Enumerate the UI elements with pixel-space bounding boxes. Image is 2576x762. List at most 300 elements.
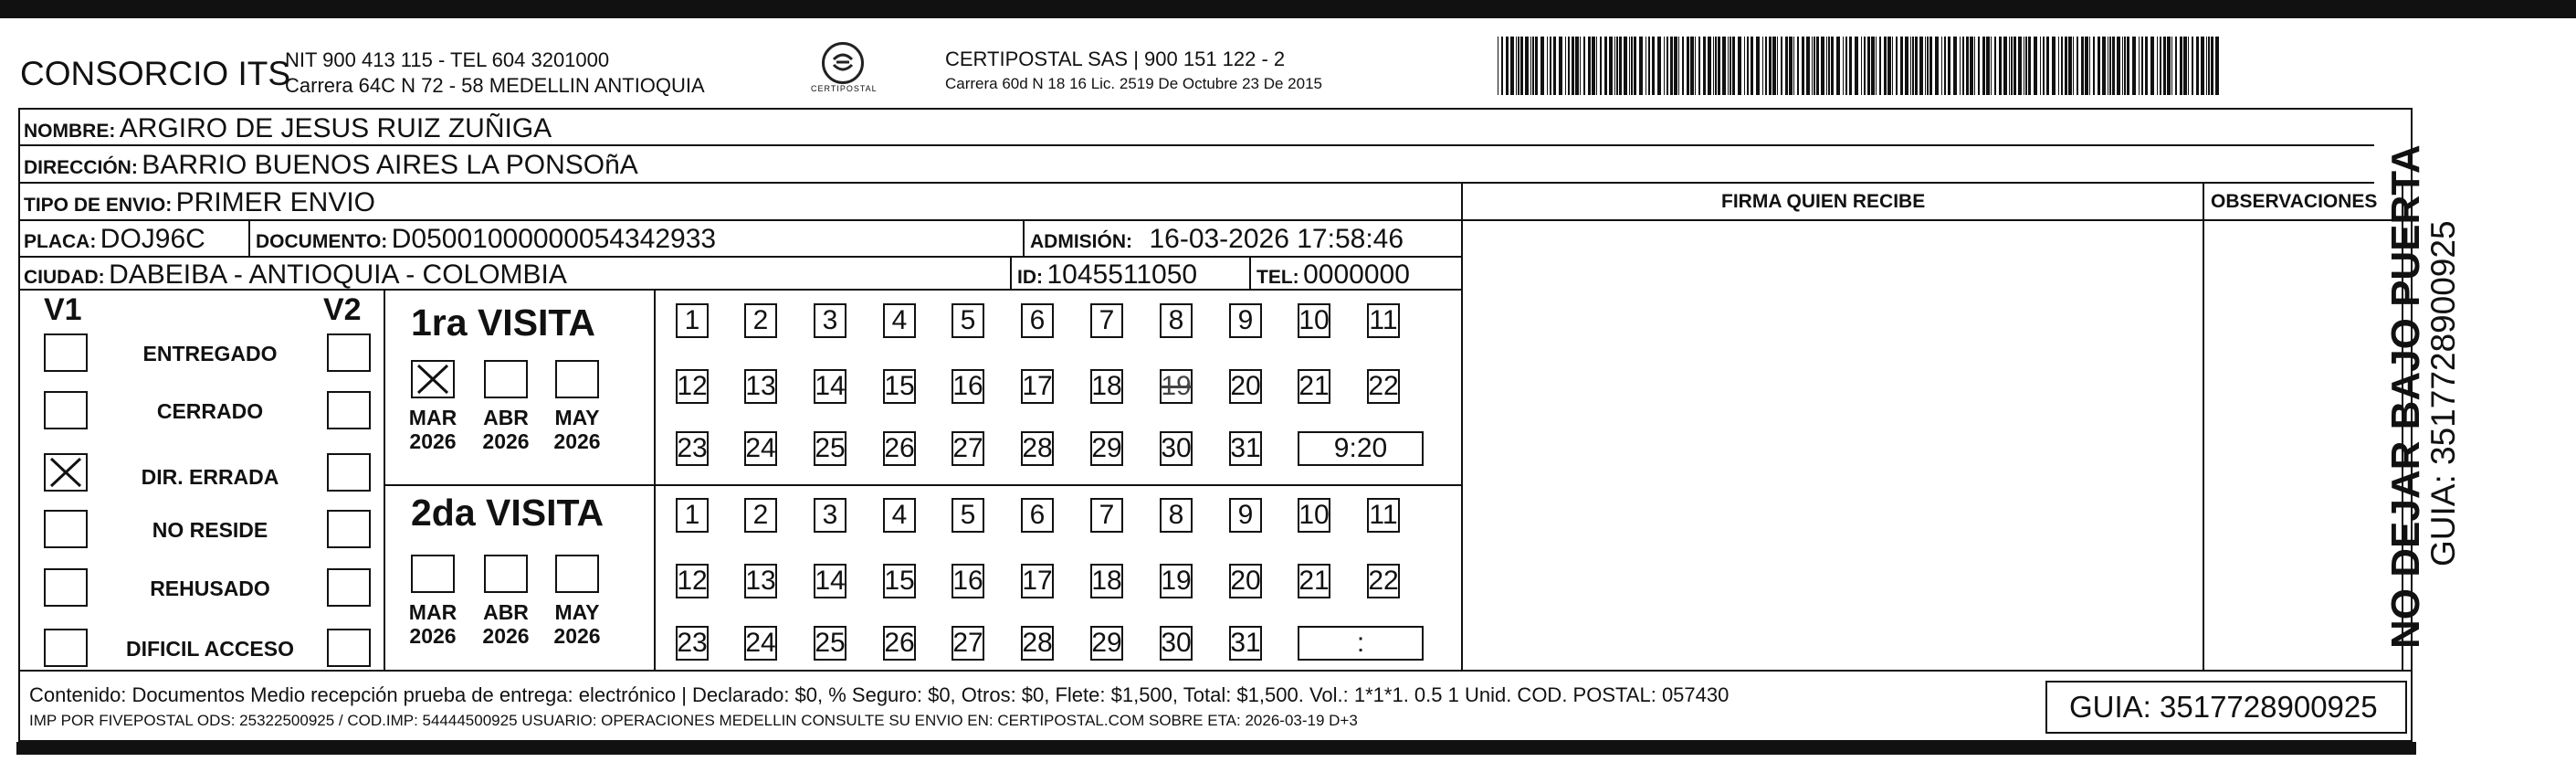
carrier-name: CERTIPOSTAL SAS | 900 151 122 - 2: [945, 48, 1286, 70]
barcode-bar: [2028, 37, 2031, 95]
v1-checkbox[interactable]: [44, 629, 88, 667]
barcode-bar: [2175, 37, 2177, 95]
id-value: 1045511050: [1046, 259, 1198, 290]
barcode-bar: [2013, 37, 2016, 95]
barcode-bar: [1568, 37, 1570, 95]
barcode-bar: [1849, 37, 1852, 95]
visit2-day-box[interactable]: 19: [1160, 564, 1193, 598]
barcode-bar: [2025, 37, 2027, 95]
barcode-bar: [1896, 37, 1898, 95]
barcode-bar: [2043, 37, 2045, 95]
visit1-month-checkbox[interactable]: [555, 360, 599, 398]
barcode-bar: [1915, 37, 1918, 95]
barcode-bar: [1978, 37, 1980, 95]
visit2-month-label: [477, 600, 535, 648]
barcode-bar: [1713, 37, 1714, 95]
barcode-bar: [1797, 37, 1799, 95]
column-divider: [248, 220, 250, 257]
nombre-label: NOMBRE:: [24, 121, 116, 142]
barcode-bar: [2052, 37, 2056, 95]
firma-header: FIRMA QUIEN RECIBE: [1721, 191, 1926, 212]
v2-checkbox[interactable]: [327, 510, 371, 548]
month-year: 2026: [409, 429, 457, 453]
v1-checkbox[interactable]: [44, 391, 88, 429]
barcode-bar: [2061, 37, 2063, 95]
visit2-day-box[interactable]: 23: [676, 626, 709, 661]
visit2-day-box[interactable]: 2: [744, 498, 777, 533]
barcode-bar: [1986, 37, 1990, 95]
admision-row: [1030, 224, 1404, 255]
visit2-day-box[interactable]: 16: [952, 564, 984, 598]
barcode-bar: [1730, 37, 1731, 95]
visit2-day-box[interactable]: 20: [1229, 564, 1262, 598]
visit2-day-box[interactable]: 10: [1298, 498, 1330, 533]
v2-checkbox[interactable]: [327, 453, 371, 492]
visit1-day-box[interactable]: 24: [744, 431, 777, 466]
barcode-bar: [1624, 37, 1627, 95]
barcode-bar: [2003, 37, 2007, 95]
barcode-bar: [1695, 37, 1696, 95]
visit2-day-box[interactable]: 31: [1229, 626, 1262, 661]
barcode-bar: [1575, 37, 1579, 95]
barcode-bar: [1687, 37, 1689, 95]
barcode-bar: [2157, 37, 2158, 95]
v2-checkbox[interactable]: [327, 568, 371, 607]
barcode-bar: [1994, 37, 1996, 95]
visit2-day-box[interactable]: 12: [676, 564, 709, 598]
v2-checkbox[interactable]: [327, 391, 371, 429]
barcode-bar: [1991, 37, 1992, 95]
visit2-day-box[interactable]: 18: [1090, 564, 1123, 598]
visit2-month-checkbox[interactable]: [411, 555, 455, 593]
month-name: ABR: [483, 406, 529, 429]
barcode-bar: [2046, 37, 2049, 95]
side-guia: GUIA: 3517728900925: [2424, 220, 2462, 566]
barcode-bar: [2081, 37, 2084, 95]
ciudad-label: CIUDAD:: [24, 267, 105, 288]
barcode-bar: [1698, 37, 1700, 95]
barcode-bar: [1855, 37, 1858, 95]
barcode-bar: [1812, 37, 1813, 95]
barcode-bar: [1816, 37, 1819, 95]
barcode-bar: [1667, 37, 1668, 95]
barcode-bar: [2112, 37, 2115, 95]
tipo-envio-label: TIPO DE ENVIO:: [24, 195, 173, 216]
barcode-bar: [2150, 37, 2154, 95]
barcode-bar: [1982, 37, 1985, 95]
month-year: 2026: [482, 429, 530, 453]
visit1-day-box[interactable]: 13: [744, 369, 777, 404]
barcode-bar: [1715, 37, 1717, 95]
barcode-bar: [1547, 37, 1548, 95]
barcode-bar: [2183, 37, 2187, 95]
visit2-time-box[interactable]: :: [1298, 626, 1424, 661]
barcode-bar: [1535, 37, 1538, 95]
month-year: 2026: [409, 624, 457, 648]
visit1-day-box[interactable]: 2: [744, 303, 777, 338]
visit1-day-box[interactable]: 28: [1021, 431, 1054, 466]
row-divider: [18, 182, 2374, 184]
visit1-day-box[interactable]: 16: [952, 369, 984, 404]
barcode-bar: [1876, 37, 1877, 95]
visit2-day-box[interactable]: 17: [1021, 564, 1054, 598]
visit1-month-checkbox[interactable]: [411, 360, 455, 398]
documento-row: [256, 224, 716, 255]
visit2-day-box[interactable]: 22: [1367, 564, 1400, 598]
barcode-bar: [1867, 37, 1870, 95]
barcode-bar: [2068, 37, 2072, 95]
barcode-bar: [1845, 37, 1847, 95]
visit1-day-box[interactable]: 8: [1160, 303, 1193, 338]
barcode-bar: [2065, 37, 2067, 95]
visit2-month-checkbox[interactable]: [484, 555, 528, 593]
visit1-time-box[interactable]: 9:20: [1298, 431, 1424, 466]
barcode-bar: [1970, 37, 1973, 95]
barcode-bar: [2171, 37, 2172, 95]
form-frame: [18, 108, 2413, 742]
barcode-bar: [1785, 37, 1788, 95]
barcode-bar: [1596, 37, 1597, 95]
barcode-bar: [1645, 37, 1646, 95]
visit2-day-box[interactable]: 28: [1021, 626, 1054, 661]
barcode-bar: [1887, 37, 1891, 95]
barcode-bar: [1806, 37, 1810, 95]
barcode-bar: [1974, 37, 1975, 95]
bottom-border-band: [16, 742, 2416, 755]
barcode-bar: [2132, 37, 2136, 95]
barcode-bar: [2160, 37, 2161, 95]
visit1-day-box[interactable]: 1: [676, 303, 709, 338]
barcode-bar: [1657, 37, 1661, 95]
barcode-bar: [1953, 37, 1957, 95]
visit2-day-box[interactable]: 4: [883, 498, 916, 533]
visit2-day-box[interactable]: 13: [744, 564, 777, 598]
visit2-day-box[interactable]: 26: [883, 626, 916, 661]
visit1-day-box[interactable]: 31: [1229, 431, 1262, 466]
barcode-bar: [2127, 37, 2129, 95]
column-divider: [1461, 183, 1463, 671]
barcode-bar: [1871, 37, 1875, 95]
barcode-bar: [2188, 37, 2189, 95]
barcode-bar: [1765, 37, 1767, 95]
visit1-day-box[interactable]: 12: [676, 369, 709, 404]
barcode-bar: [1821, 37, 1824, 95]
v2-checkbox[interactable]: [327, 629, 371, 667]
visit1-day-box[interactable]: 5: [952, 303, 984, 338]
certipostal-logo-icon: [822, 42, 864, 84]
barcode-bar: [2058, 37, 2059, 95]
direccion-label: DIRECCIÓN:: [24, 157, 138, 178]
placa-row: [24, 224, 205, 255]
visit2-day-box[interactable]: 14: [814, 564, 846, 598]
month-name: ABR: [483, 600, 529, 624]
visit1-day-box[interactable]: 7: [1090, 303, 1123, 338]
footer-print-info: IMP POR FIVEPOSTAL ODS: 25322500925 / COD.IMP: 54444500925 USUARIO: OPERACIONES MEDELLIN CONSULTE SU ENVIO EN: CERTIPOSTAL.COM SOBRE ETA: 2026-03-19 D+3: [29, 712, 1358, 729]
tel-value: 0000000: [1303, 259, 1410, 290]
barcode-bar: [1629, 37, 1630, 95]
barcode-bar: [2180, 37, 2182, 95]
barcode-icon: [1498, 37, 2228, 95]
column-divider: [1023, 220, 1025, 257]
barcode-bar: [2139, 37, 2140, 95]
barcode-bar: [2215, 37, 2219, 95]
barcode-bar: [2201, 37, 2204, 95]
visit2-day-box[interactable]: 5: [952, 498, 984, 533]
status-option-label: ENTREGADO: [142, 342, 278, 365]
visit1-day-box[interactable]: 27: [952, 431, 984, 466]
visit1-day-box[interactable]: 6: [1021, 303, 1054, 338]
barcode-bar: [2122, 37, 2123, 95]
visit1-day-box[interactable]: 17: [1021, 369, 1054, 404]
footer-guia: GUIA: 3517728900925: [2069, 690, 2378, 724]
visit2-day-box[interactable]: 29: [1090, 626, 1123, 661]
nombre-row: [24, 113, 552, 144]
top-border-band: [0, 0, 2576, 18]
visit1-day-box[interactable]: 30: [1160, 431, 1193, 466]
company-address: Carrera 64C N 72 - 58 MEDELLIN ANTIOQUIA: [285, 74, 705, 97]
ciudad-row: [24, 259, 567, 291]
tipo-envio-value: PRIMER ENVIO: [175, 187, 376, 217]
barcode-bar: [1884, 37, 1887, 95]
row-divider: [18, 144, 2374, 146]
barcode-bar: [1935, 37, 1939, 95]
barcode-bar: [1525, 37, 1529, 95]
month-name: MAY: [554, 406, 600, 429]
visit2-day-box[interactable]: 8: [1160, 498, 1193, 533]
barcode-bar: [1604, 37, 1607, 95]
barcode-bar: [1553, 37, 1556, 95]
barcode-bar: [2167, 37, 2171, 95]
barcode-bar: [2109, 37, 2111, 95]
barcode-bar: [1999, 37, 2002, 95]
visit2-month-label: [404, 600, 462, 648]
placa-value: DOJ96C: [100, 224, 205, 254]
barcode-bar: [2077, 37, 2078, 95]
barcode-bar: [1772, 37, 1776, 95]
visit1-day-box[interactable]: 19: [1160, 369, 1193, 404]
visit2-day-box[interactable]: 7: [1090, 498, 1123, 533]
barcode-bar: [1674, 37, 1677, 95]
barcode-bar: [1652, 37, 1655, 95]
status-option-label: CERRADO: [156, 399, 264, 423]
visit2-day-box[interactable]: 27: [952, 626, 984, 661]
barcode-bar: [1960, 37, 1961, 95]
month-year: 2026: [482, 624, 530, 648]
barcode-bar: [1520, 37, 1523, 95]
barcode-bar: [1682, 37, 1684, 95]
visit1-day-box[interactable]: 10: [1298, 303, 1330, 338]
visit2-day-box[interactable]: 9: [1229, 498, 1262, 533]
visit1-day-box[interactable]: 23: [676, 431, 709, 466]
barcode-bar: [1572, 37, 1574, 95]
v1-checkbox[interactable]: [44, 453, 88, 492]
column-divider: [384, 290, 385, 670]
barcode-bar: [1831, 37, 1834, 95]
barcode-bar: [1634, 37, 1636, 95]
barcode-bar: [1769, 37, 1772, 95]
barcode-bar: [1728, 37, 1729, 95]
direccion-row: [24, 150, 638, 181]
footer-content: Contenido: Documentos Medio recepción prueba de entrega: electrónico | Declarado: $0, % Seguro: $0, Otros: $0, Flete: $1,500, Total: $1,500. Vol.: 1*1*1. 0.5 1 Unid. COD. POSTAL: 057430: [29, 683, 1730, 706]
visit1-day-box[interactable]: 9: [1229, 303, 1262, 338]
barcode-bar: [1592, 37, 1595, 95]
barcode-bar: [1864, 37, 1866, 95]
barcode-bar: [1506, 37, 1509, 95]
admision-label: ADMISIÓN:: [1030, 231, 1132, 252]
barcode-bar: [1843, 37, 1844, 95]
visit1-day-box[interactable]: 21: [1298, 369, 1330, 404]
barcode-bar: [1600, 37, 1602, 95]
visit2-month-checkbox[interactable]: [555, 555, 599, 593]
barcode-bar: [1708, 37, 1711, 95]
barcode-bar: [1751, 37, 1753, 95]
company-name: CONSORCIO ITS: [20, 55, 291, 92]
barcode-bar: [1836, 37, 1840, 95]
ciudad-value: DABEIBA - ANTIOQUIA - COLOMBIA: [109, 259, 567, 290]
barcode-bar: [1678, 37, 1679, 95]
visit1-day-box[interactable]: 26: [883, 431, 916, 466]
visit2-day-box[interactable]: 24: [744, 626, 777, 661]
barcode-bar: [2018, 37, 2022, 95]
visit1-month-label: [477, 406, 535, 453]
barcode-bar: [1861, 37, 1862, 95]
month-name: MAY: [554, 600, 600, 624]
barcode-bar: [2040, 37, 2041, 95]
barcode-bar: [2102, 37, 2106, 95]
column-divider: [2203, 183, 2204, 671]
barcode-bar: [1664, 37, 1665, 95]
v2-checkbox[interactable]: [327, 333, 371, 372]
visit1-day-box[interactable]: 18: [1090, 369, 1123, 404]
barcode-bar: [2124, 37, 2126, 95]
barcode-bar: [1900, 37, 1903, 95]
v1-checkbox[interactable]: [44, 510, 88, 548]
barcode-bar: [2141, 37, 2143, 95]
visit1-day-box[interactable]: 22: [1367, 369, 1400, 404]
barcode-bar: [2034, 37, 2037, 95]
barcode-bar: [1559, 37, 1562, 95]
v1-checkbox[interactable]: [44, 568, 88, 607]
barcode-bar: [1532, 37, 1534, 95]
barcode-bar: [1580, 37, 1581, 95]
visit2-day-box[interactable]: 3: [814, 498, 846, 533]
barcode-bar: [1588, 37, 1591, 95]
column-divider: [1249, 257, 1251, 290]
visit1-day-box[interactable]: 11: [1367, 303, 1400, 338]
barcode-bar: [2073, 37, 2074, 95]
visit1-day-box[interactable]: 14: [814, 369, 846, 404]
barcode-bar: [1781, 37, 1782, 95]
barcode-bar: [1905, 37, 1908, 95]
barcode-bar: [1948, 37, 1950, 95]
barcode-bar: [2089, 37, 2090, 95]
barcode-bar: [1919, 37, 1923, 95]
visit2-day-box[interactable]: 21: [1298, 564, 1330, 598]
barcode-bar: [1639, 37, 1643, 95]
visit-divider: [384, 484, 1463, 486]
documento-value: D05001000000054342933: [391, 224, 717, 254]
direccion-value: BARRIO BUENOS AIRES LA PONSOñA: [142, 150, 638, 180]
barcode-bar: [2208, 37, 2210, 95]
barcode-bar: [1565, 37, 1566, 95]
visit1-day-box[interactable]: 3: [814, 303, 846, 338]
barcode-bar: [2009, 37, 2010, 95]
barcode-bar: [1941, 37, 1942, 95]
tel-label: TEL:: [1256, 267, 1299, 288]
status-option-label: DIR. ERRADA: [141, 465, 279, 489]
barcode-bar: [1962, 37, 1964, 95]
barcode-bar: [1540, 37, 1544, 95]
status-option-label: DIFICIL ACCESO: [125, 637, 294, 661]
barcode-bar: [1910, 37, 1911, 95]
visit1-title: 1ra VISITA: [411, 302, 596, 344]
barcode-bar: [1631, 37, 1633, 95]
barcode-bar: [1619, 37, 1622, 95]
observaciones-header: OBSERVACIONES: [2211, 191, 2378, 212]
visit2-title: 2da VISITA: [411, 492, 605, 534]
barcode-bar: [1828, 37, 1830, 95]
barcode-bar: [1583, 37, 1585, 95]
barcode-bar: [1518, 37, 1519, 95]
visit1-month-checkbox[interactable]: [484, 360, 528, 398]
v1-checkbox[interactable]: [44, 333, 88, 372]
id-row: [1017, 259, 1197, 291]
barcode-bar: [1732, 37, 1735, 95]
visit1-day-box[interactable]: 20: [1229, 369, 1262, 404]
id-label: ID:: [1017, 267, 1043, 288]
company-nit: NIT 900 413 115 - TEL 604 3201000: [285, 48, 610, 71]
barcode-bar: [2093, 37, 2095, 95]
barcode-bar: [1722, 37, 1726, 95]
barcode-bar: [1892, 37, 1893, 95]
barcode-bar: [1789, 37, 1793, 95]
barcode-bar: [1944, 37, 1946, 95]
placa-label: PLACA:: [24, 231, 97, 252]
barcode-bar: [1648, 37, 1650, 95]
visit1-day-box[interactable]: 15: [883, 369, 916, 404]
visit1-day-box[interactable]: 4: [883, 303, 916, 338]
visit2-day-box[interactable]: 11: [1367, 498, 1400, 533]
month-name: MAR: [408, 406, 457, 429]
month-year: 2026: [553, 429, 601, 453]
visit1-day-box[interactable]: 25: [814, 431, 846, 466]
visit1-day-box[interactable]: 29: [1090, 431, 1123, 466]
barcode-bar: [1762, 37, 1763, 95]
barcode-bar: [1516, 37, 1517, 95]
documento-label: DOCUMENTO:: [256, 231, 388, 252]
barcode-bar: [1912, 37, 1914, 95]
side-warning: NO DEJAR BAJO PUERTA: [2383, 144, 2428, 649]
visit1-month-label: [548, 406, 606, 453]
tipo-envio-row: [24, 187, 375, 218]
barcode-bar: [1670, 37, 1673, 95]
barcode-bar: [1501, 37, 1503, 95]
barcode-bar: [1777, 37, 1778, 95]
status-option-label: REHUSADO: [150, 577, 270, 600]
barcode-bar: [2163, 37, 2166, 95]
visit2-day-box[interactable]: 25: [814, 626, 846, 661]
visit2-day-box[interactable]: 15: [883, 564, 916, 598]
barcode-bar: [2206, 37, 2207, 95]
visit2-day-box[interactable]: 6: [1021, 498, 1054, 533]
column-divider: [654, 290, 656, 670]
visit2-day-box[interactable]: 1: [676, 498, 709, 533]
barcode-bar: [1738, 37, 1741, 95]
tel-row: [1256, 259, 1410, 291]
barcode-bar: [1925, 37, 1926, 95]
visit2-day-box[interactable]: 30: [1160, 626, 1193, 661]
barcode-bar: [1616, 37, 1618, 95]
